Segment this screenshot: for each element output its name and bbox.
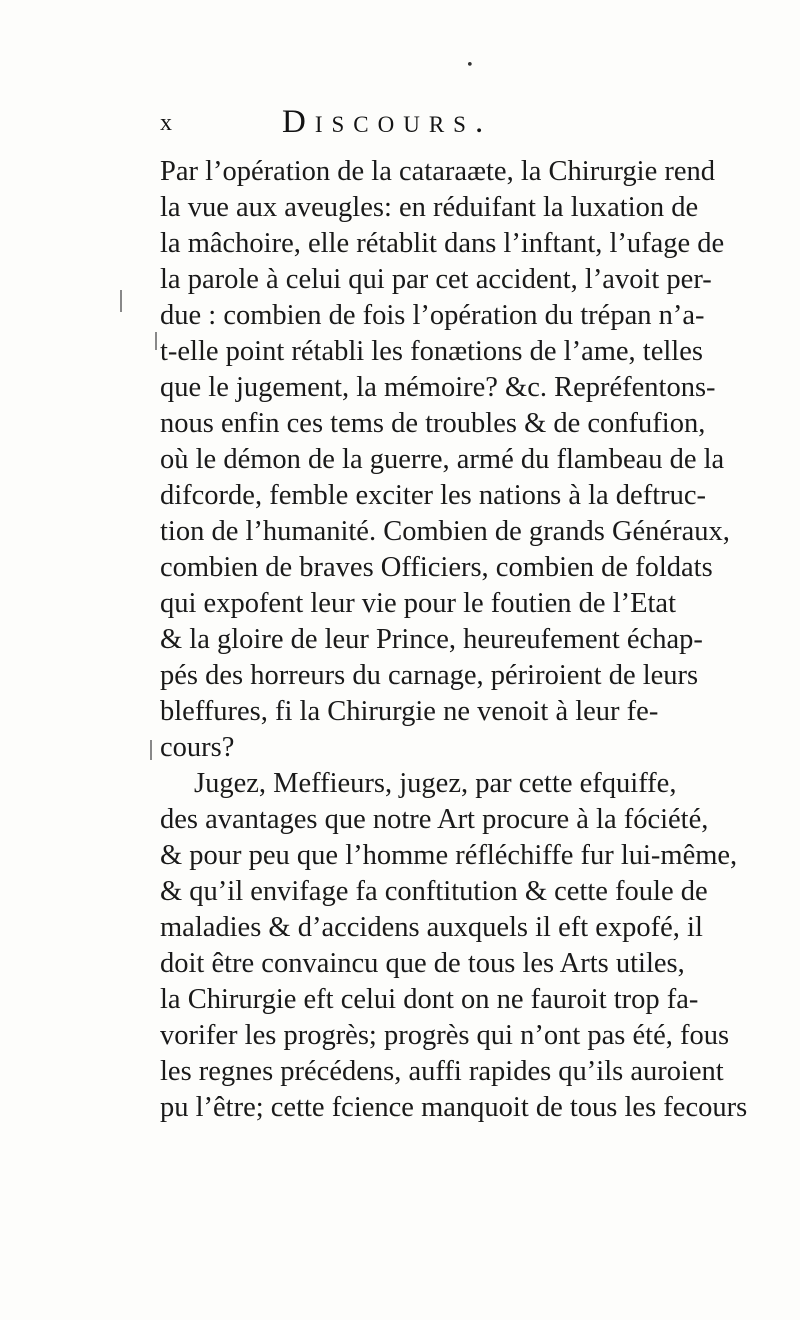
text-line: Jugez, Meffieurs, jugez, par cette efquiffe, (194, 768, 677, 799)
running-title: Discours. (282, 104, 493, 140)
text-line: la mâchoire, elle rétablit dans l’inftant, l’ufage de (160, 228, 725, 259)
margin-mark (120, 290, 122, 312)
text-line: des avantages que notre Art procure à la fóciété, (160, 804, 709, 835)
text-line: qui expofent leur vie pour le foutien de l’Etat (160, 588, 676, 619)
text-line: bleffures, fi la Chirurgie ne venoit à leur fe- (160, 696, 659, 727)
text-line: nous enfin ces tems de troubles & de confufion, (160, 408, 706, 439)
text-line: pés des horreurs du carnage, périroient de leurs (160, 660, 699, 691)
margin-mark (155, 332, 157, 350)
text-line: les regnes précédens, auffi rapides qu’ils auroient (160, 1056, 724, 1087)
text-line: vorifer les progrès; progrès qui n’ont pas été, fous (160, 1020, 730, 1051)
text-line: due : combien de fois l’opération du trépan n’a- (160, 300, 705, 331)
text-line: combien de braves Officiers, combien de foldats (160, 552, 713, 583)
text-line: & la gloire de leur Prince, heureufement échap- (160, 624, 703, 655)
text-line: maladies & d’accidens auxquels il eft expofé, il (160, 912, 703, 943)
text-line: & qu’il envifage fa conftitution & cette foule de (160, 876, 708, 907)
text-line: tion de l’humanité. Combien de grands Généraux, (160, 516, 730, 547)
text-line: la parole à celui qui par cet accident, l’avoit per- (160, 264, 712, 295)
text-line: pu l’être; cette fcience manquoit de tous les fecours (160, 1092, 748, 1123)
page-header (160, 104, 720, 144)
text-line: & pour peu que l’homme réfléchiffe fur lui-même, (160, 840, 738, 871)
text-line: doit être convaincu que de tous les Arts utiles, (160, 948, 685, 979)
text-line: la vue aux aveugles: en réduifant la luxation de (160, 192, 699, 223)
text-line: que le jugement, la mémoire? &c. Repréfentons- (160, 372, 716, 403)
text-line: difcorde, femble exciter les nations à la deftruc- (160, 480, 706, 511)
text-line: t-elle point rétabli les fonætions de l’ame, telles (160, 336, 703, 367)
text-line: où le démon de la guerre, armé du flambeau de la (160, 444, 725, 475)
page-number: x (160, 110, 172, 136)
text-line: la Chirurgie eft celui dont on ne fauroit trop fa- (160, 984, 699, 1015)
text-line: cours? (160, 732, 235, 763)
text-line: Par l’opération de la cataraæte, la Chirurgie rend (160, 156, 715, 187)
margin-mark (150, 740, 152, 760)
top-ink-mark: • (466, 58, 474, 73)
